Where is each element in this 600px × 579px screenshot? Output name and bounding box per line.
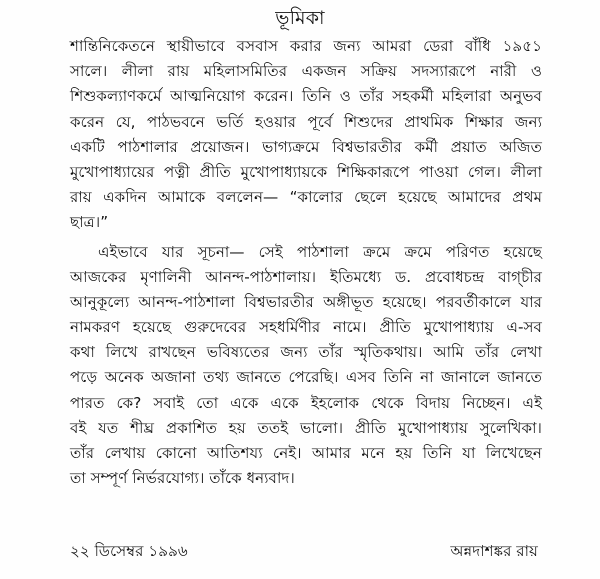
text-line: কথা লিখে রাখছেন ভবিষ্যতের জন্য তাঁর স্মৃতিকথায়। আমি তাঁর লেখা <box>70 343 542 362</box>
body-text <box>70 34 542 491</box>
text-line: শান্তিনিকেতনে স্থায়ীভাবে বসবাস করার জন্য আমরা ডেরা বাঁধি ১৯৫১ <box>70 37 542 55</box>
text-line: শিশুকল্যাণকর্মে আত্মনিয়োগ করেন। তিনি ও তাঁর সহকর্মী মহিলারা অনুভব <box>70 87 542 106</box>
text-line: মুখোপাধ্যায়ের পত্নী প্রীতি মুখোপাধ্যায়কে শিক্ষিকারূপে পাওয়া গেল। লীলা <box>70 162 542 181</box>
text-line: তাঁর লেখায় কোনো আতিশয্য নেই। আমার মনে হয় তিনি যা লিখেছেন <box>70 444 542 462</box>
text-line: এইভাবে যার সূচনা— সেই পাঠশালা ক্রমে ক্রমে পরিণত হয়েছে <box>98 242 542 261</box>
text-line: নামকরণ হয়েছে গুরুদেবের সহধর্মিণীর নামে। প্রীতি মুখোপাধ্যায় এ-সব <box>70 318 542 337</box>
text-line: করেন যে, পাঠভবনে ভর্তি হওয়ার পূর্বে শিশুদের প্রাথমিক শিক্ষার জন্য <box>70 112 542 131</box>
text-line: বই যত শীঘ্র প্রকাশিত হয় ততই ভালো। প্রীতি মুখোপাধ্যায় সুলেখিকা। <box>70 418 542 437</box>
text-line: আনুকূল্যে আনন্দ-পাঠশালা বিশ্বভারতীর অঙ্গীভূত হয়েছে। পরবর্তীকালে যার <box>70 292 542 311</box>
author-name: অন্নদাশঙ্কর রায় <box>450 542 538 560</box>
text-line: তা সম্পূর্ণ নির্ভরযোগ্য। তাঁকে ধন্যবাদ। <box>70 469 295 488</box>
text-line: পারত কে? সবাই তো একে একে ইহলোক থেকে বিদায় নিচ্ছেন। এই <box>70 393 542 412</box>
signature-footer <box>70 539 542 564</box>
page-title: ভূমিকা <box>275 7 325 29</box>
text-line: পড়ে অনেক অজানা তথ্য জানতে পেরেছি। এসব তিনি না জানালে জানতে <box>70 368 542 387</box>
text-line: সালে। লীলা রায় মহিলাসমিতির একজন সক্রিয় সদস্যারূপে নারী ও <box>70 62 542 81</box>
text-line: একটি পাঠশালার প্রয়োজন। ভাগ্যক্রমে বিশ্বভারতীর কর্মী প্রয়াত অজিত <box>70 137 542 156</box>
paragraph-2 <box>70 240 542 492</box>
paragraph-1 <box>70 34 542 236</box>
date-text: ২২ ডিসেম্বর ১৯৯৬ <box>70 542 188 560</box>
text-line: আজকের মৃণালিনী আনন্দ-পাঠশালায়। ইতিমধ্যে ড. প্রবোধচন্দ্র বাগ্‌চীর <box>70 267 542 286</box>
text-line: রায় একদিন আমাকে বললেন— “কালোর ছেলে হয়েছে আমাদের প্রথম <box>70 188 542 207</box>
text-line: ছাত্র।” <box>70 213 109 232</box>
